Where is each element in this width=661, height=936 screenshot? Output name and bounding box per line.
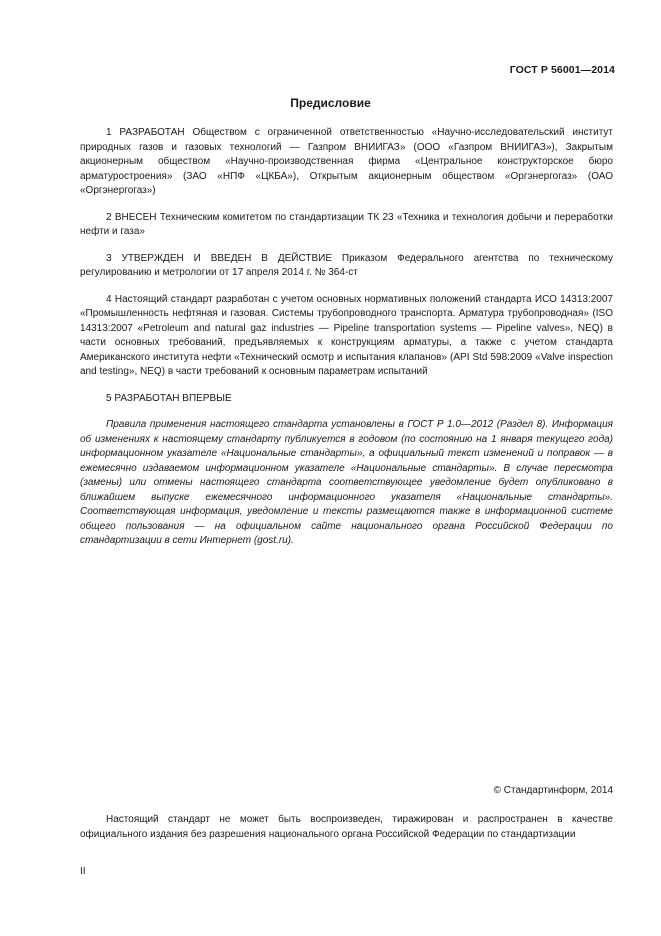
- paragraph-based-on-standards: 4 Настоящий стандарт разработан с учетом основных нормативных положений стандарта ИСО 14313:2007 «Промышленность нефтяная и газовая. Системы трубопроводного транспорта. Арматура трубопроводная» (ISO 14313:2007 «Petroleum and natural gaz industries — Pipeline transportation systems — Pipeline valves», NEQ) в части основных требований, предъявляемых к конструкциям арматуры, а также с учетом стандарта Американского института нефти «Технический осмотр и испытания клапанов» (API Std 598:2009 «Valve inspection and testing», NEQ) в части требований к основным параметрам испытаний: [80, 293, 613, 377]
- page-title: Предисловие: [290, 96, 371, 110]
- paragraph-first-developed: 5 РАЗРАБОТАН ВПЕРВЫЕ: [106, 392, 232, 404]
- standard-code: ГОСТ Р 56001—2014: [509, 64, 615, 76]
- paragraph-application-rules: Правила применения настоящего стандарта установлены в ГОСТ Р 1.0—2012 (Раздел 8). Информация об изменениях к настоящему стандарту публикуется в годовом (по состоянию на 1 января текущего года) информационном указателе «Национальные стандарты», а официальный текст изменений и поправок — в ежемесячно издаваемом информационном указателе «Национальные стандарты». В случае пересмотра (замены) или отмены настоящего стандарта соответствующее уведомление будет опубликовано в ближайшем выпуске ежемесячного информационного указателя «Национальные стандарты». Соответствующая информация, уведомление и тексты размещаются также в информационной системе общего пользования — на официальном сайте национального органа Российской Федерации по стандартизации в сети Интернет (gost.ru).: [80, 419, 613, 546]
- preface-content: [80, 126, 613, 561]
- copyright-line: © Стандартинформ, 2014: [493, 785, 613, 796]
- page-number: II: [80, 866, 86, 877]
- reproduction-notice: Настоящий стандарт не может быть воспроизведен, тиражирован и распространен в качестве официального издания без разрешения национального органа Российской Федерации по стандартизации: [80, 814, 613, 840]
- paragraph-approved: 3 УТВЕРЖДЕН И ВВЕДЕН В ДЕЙСТВИЕ Приказом Федерального агентства по техническому регулированию и метрологии от 17 апреля 2014 г. № 364-ст: [80, 252, 613, 278]
- paragraph-introduced-by: 2 ВНЕСЕН Техническим комитетом по стандартизации ТК 23 «Техника и технология добычи и переработки нефти и газа»: [80, 211, 613, 237]
- paragraph-developed-by: 1 РАЗРАБОТАН Обществом с ограниченной ответственностью «Научно-исследовательский институт природных газов и газовых технологий — Газпром ВНИИГАЗ» (ООО «Газпром ВНИИГАЗ»), Закрытым акционерным обществом «Научно-производственная фирма «Центральное конструкторское бюро арматуростроения» (ЗАО «НПФ «ЦКБА»), Открытым акционерным обществом «Оргэнергогаз» (ОАО «Оргэнергогаз»): [80, 127, 613, 196]
